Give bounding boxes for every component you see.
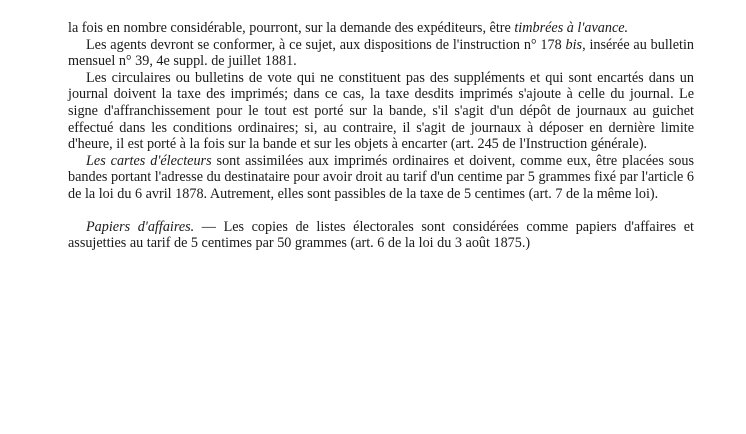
paragraph-instruction-reference <box>68 37 694 70</box>
paragraph-circulaires <box>68 70 694 153</box>
text-run-italic: bis <box>565 36 583 53</box>
text-run: Les agents devront se conformer, à ce sujet, aux dispositions de l'instruction n° 178 <box>86 36 566 53</box>
text-run: sont assimilées aux imprimés ordinaires et doivent, comme eux, être placées sous bandes portant l'adresse du destinataire pour avoir droit au tarif d'un centime par 5 grammes fixé par l'article 6 de la loi du 6 avril 1878. Autrement, elles sont passibles de la taxe de 5 centimes (art. 7 de la même loi). <box>68 152 695 202</box>
paragraph-timbrees <box>68 20 694 37</box>
text-run: Les circulaires ou bulletins de vote qui ne constituent pas des suppléments et qui sont encartés dans un journal doivent la taxe des imprimés; dans ce cas, la taxe desdits imprimés s'ajoute à celle du journal. Le signe d'affranchissement pour le tout est porté sur la bande, s'il s'agit d'un dépôt de journaux au guichet effectué dans les conditions ordinaires; si, au contraire, il s'agit de journaux à déposer en dernière limite d'heure, il est porté à la fois sur la bande et sur les objets à encarter (art. 245 de l'Instruction générale). <box>68 69 694 153</box>
paragraph-papiers-affaires <box>68 219 694 252</box>
text-run: la fois en nombre considérable, pourront, sur la demande des expéditeurs, être <box>68 20 515 36</box>
text-run-italic: timbrées à l'avance. <box>514 20 629 36</box>
text-run: , insérée au bulletin mensuel n° 39, 4e suppl. de juillet 1881. <box>68 36 694 70</box>
text-run-italic: Papiers d'affaires. <box>86 218 195 235</box>
document-page <box>68 20 694 252</box>
paragraph-cartes-electeurs <box>68 153 694 203</box>
text-run-italic: Les cartes d'électeurs <box>86 152 212 169</box>
text-run: — Les copies de listes électorales sont considérées comme papiers d'affaires et assujetties au tarif de 5 centimes par 50 grammes (art. 6 de la loi du 3 août 1875.) <box>68 218 694 252</box>
